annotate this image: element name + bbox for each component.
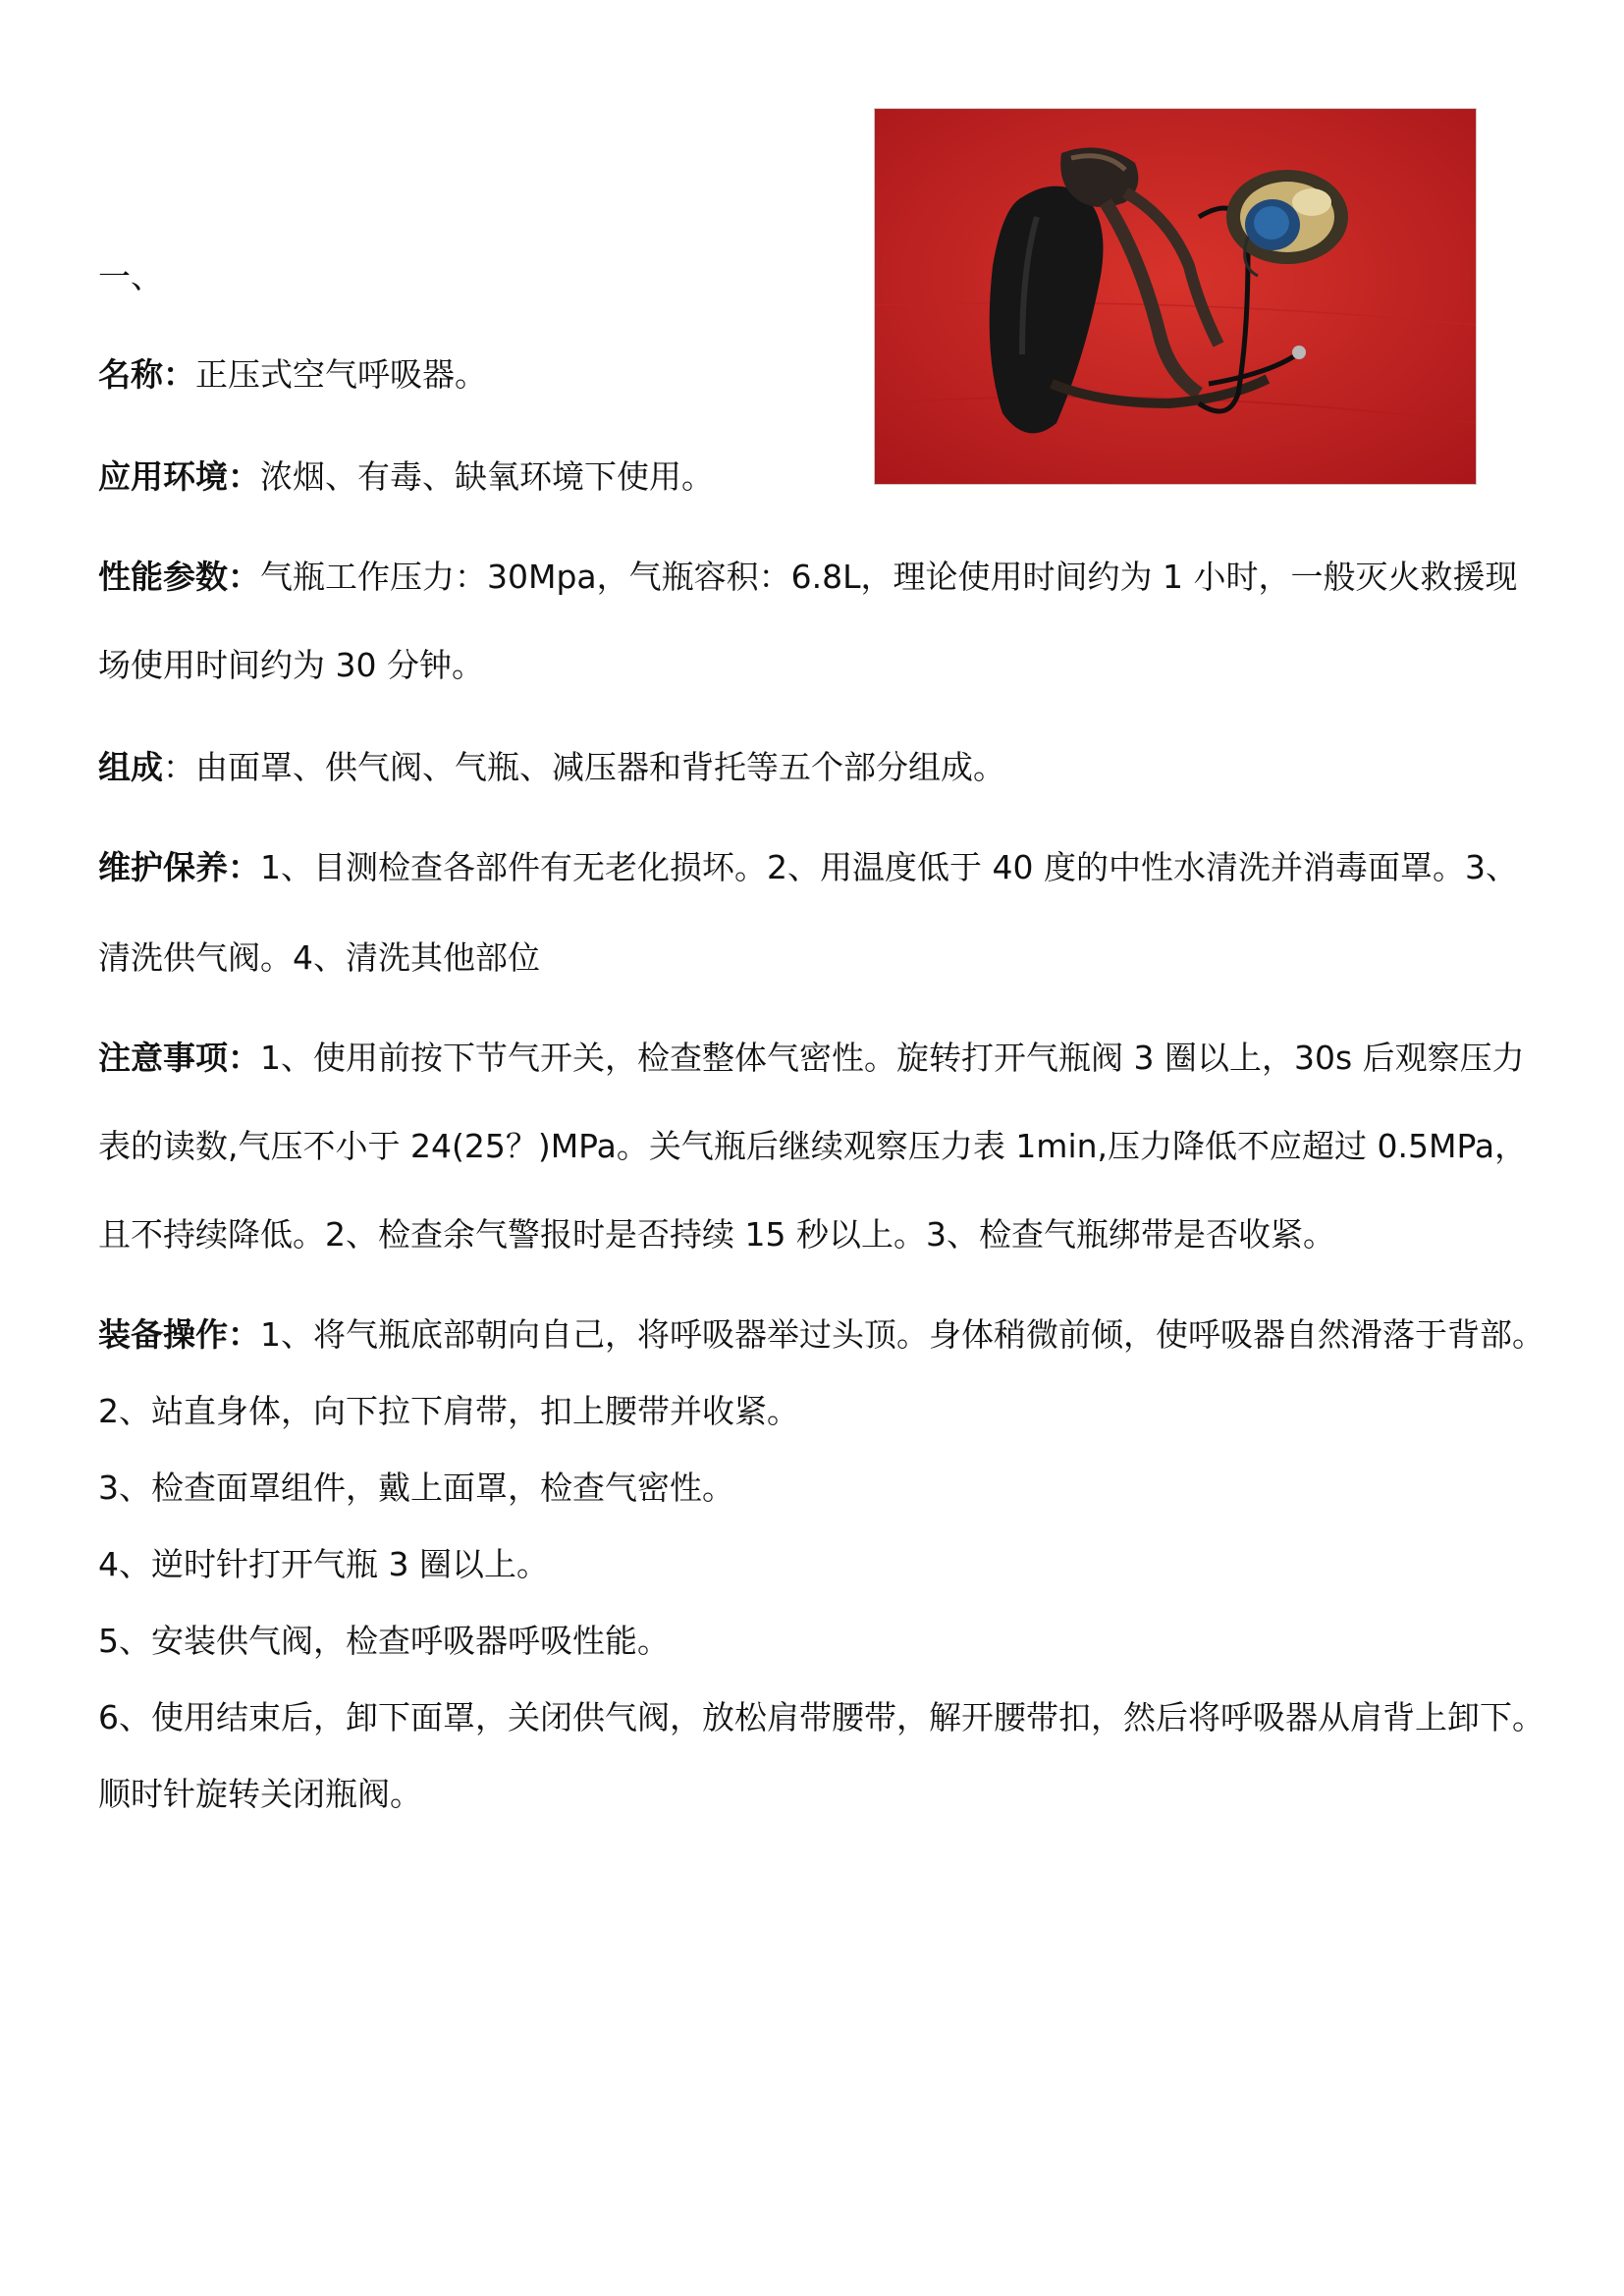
- maintenance-line-2: 清洗供气阀。4、清洗其他部位: [98, 938, 540, 977]
- operation-step: 顺时针旋转关闭瓶阀。: [98, 1775, 422, 1813]
- precautions-line-3: 且不持续降低。2、检查余气警报时是否持续 15 秒以上。3、检查气瓶绑带是否收紧。: [98, 1215, 1335, 1254]
- operation-paragraph: [98, 1315, 1544, 1814]
- maintenance-line-1: [98, 848, 1532, 887]
- precautions-paragraph: [98, 1039, 1532, 1255]
- breathing-apparatus-photo: [874, 108, 1477, 485]
- maintenance-paragraph: [98, 848, 1532, 978]
- performance-line-1: [98, 558, 1532, 597]
- performance-text-1: 气瓶工作压力：30Mpa，气瓶容积：6.8L，理论使用时间约为 1 小时，一般灭火救援现: [260, 558, 1518, 596]
- operation-text-1: 1、将气瓶底部朝向自己，将呼吸器举过头顶。身体稍微前倾，使呼吸器自然滑落于背部。: [260, 1315, 1544, 1354]
- precautions-line-1: [98, 1039, 1532, 1078]
- composition-label: 组成: [98, 748, 163, 786]
- operation-step: 3、检查面罩组件，戴上面罩，检查气密性。: [98, 1468, 734, 1507]
- performance-line-2: 场使用时间约为 30 分钟。: [98, 646, 484, 684]
- operation-line-1: [98, 1315, 1544, 1355]
- performance-paragraph: [98, 558, 1532, 685]
- name-label: 名称：: [98, 355, 195, 394]
- operation-step: 5、安装供气阀，检查呼吸器呼吸性能。: [98, 1622, 670, 1660]
- composition-paragraph: [98, 748, 1532, 787]
- composition-text: ：由面罩、供气阀、气瓶、减压器和背托等五个部分组成。: [163, 748, 1005, 786]
- performance-label: 性能参数：: [98, 558, 260, 596]
- operation-step: 2、站直身体，向下拉下肩带，扣上腰带并收紧。: [98, 1392, 799, 1430]
- name-paragraph: [98, 355, 1532, 395]
- environment-text: 浓烟、有毒、缺氧环境下使用。: [260, 457, 714, 496]
- precautions-text-1: 1、使用前按下节气开关，检查整体气密性。旋转打开气瓶阀 3 圈以上，30s 后观察压力: [260, 1039, 1525, 1077]
- precautions-label: 注意事项：: [98, 1039, 260, 1077]
- precautions-line-2: 表的读数,气压不小于 24(25？)MPa。关气瓶后继续观察压力表 1min,压力降低不应超过 0.5MPa，: [98, 1127, 1528, 1165]
- operation-step: 6、使用结束后，卸下面罩，关闭供气阀，放松肩带腰带，解开腰带扣，然后将呼吸器从肩背上卸下。: [98, 1698, 1544, 1736]
- maintenance-text-1: 1、目测检查各部件有无老化损坏。2、用温度低于 40 度的中性水清洗并消毒面罩。3、: [260, 848, 1518, 886]
- operation-label: 装备操作：: [98, 1315, 260, 1354]
- environment-paragraph: [98, 457, 1532, 497]
- section-number: 一、: [98, 257, 163, 295]
- environment-label: 应用环境：: [98, 457, 260, 496]
- operation-step: 4、逆时针打开气瓶 3 圈以上。: [98, 1545, 549, 1583]
- maintenance-label: 维护保养：: [98, 848, 260, 886]
- name-text: 正压式空气呼吸器。: [195, 355, 487, 394]
